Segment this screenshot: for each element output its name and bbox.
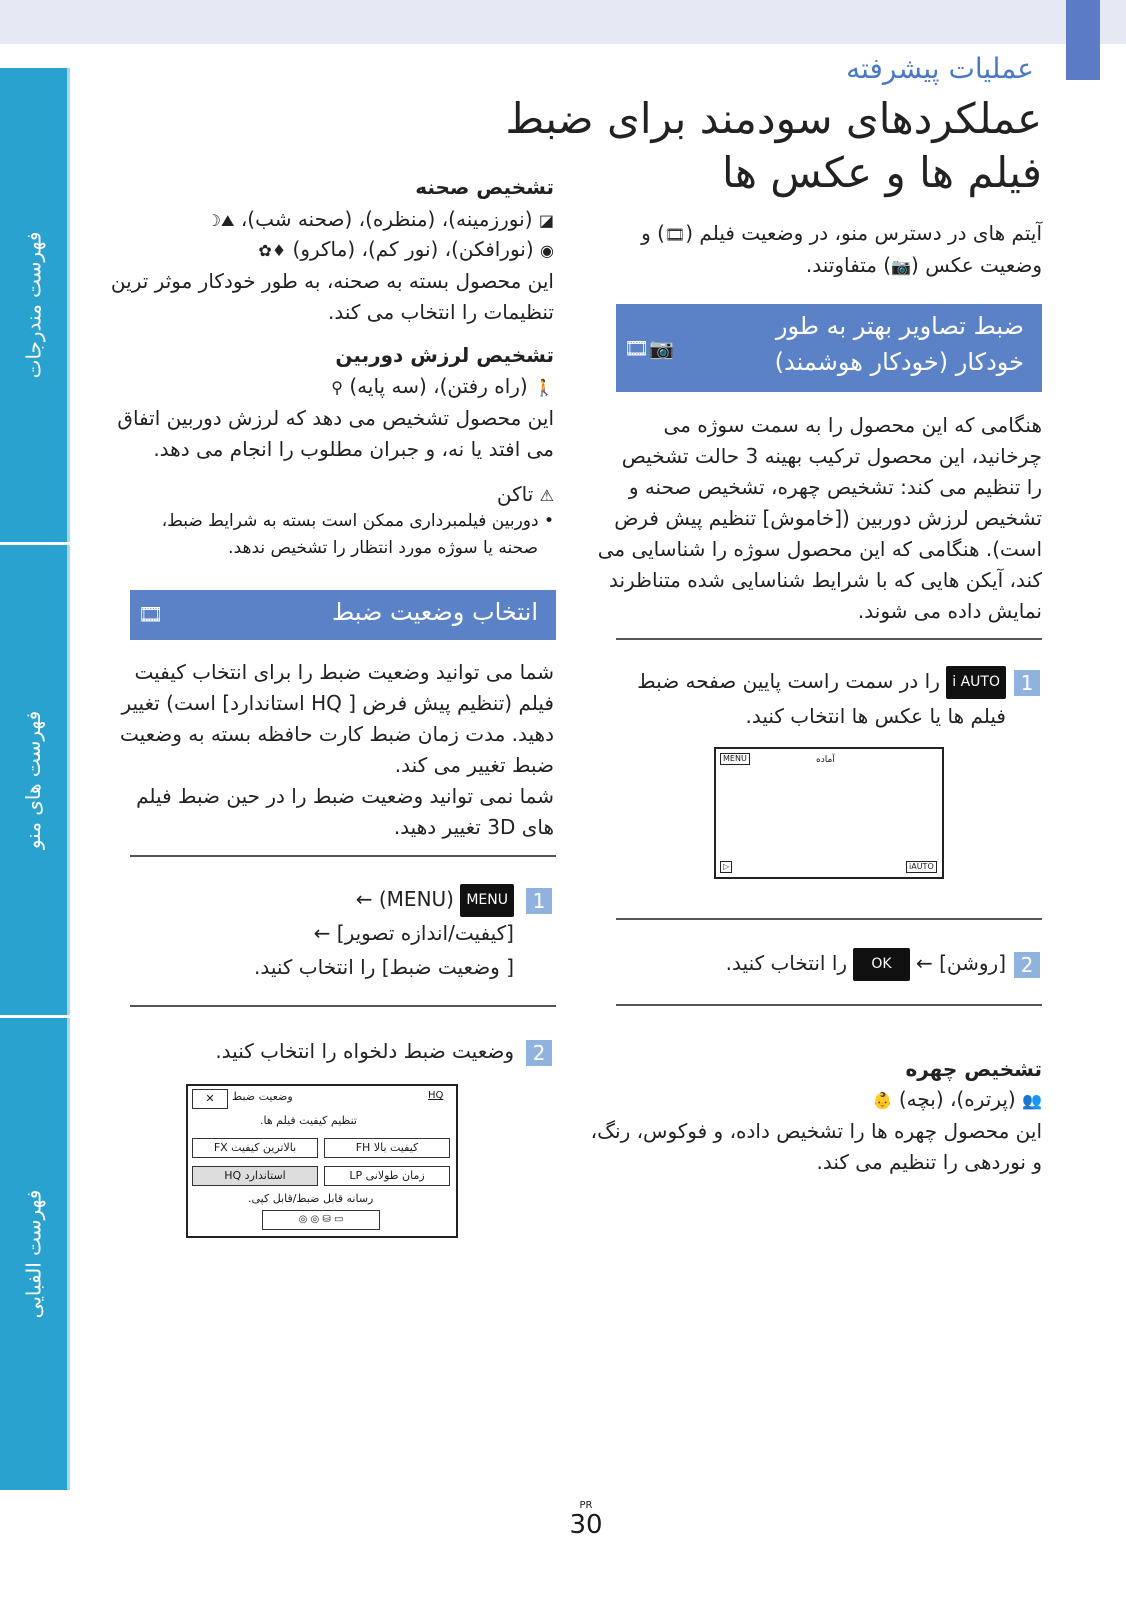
screen-title: وضعیت ضبط bbox=[232, 1090, 293, 1103]
shake-body-2: می افتد یا نه، و جبران مطلوب را انجام می دهد. bbox=[153, 437, 554, 461]
sidebar-tab-label: فهرست های منو bbox=[21, 710, 46, 850]
face-body-2: و نوردهی را تنظیم می کند. bbox=[816, 1150, 1042, 1174]
step-number-1: 1 bbox=[526, 888, 552, 914]
night-icon: ☽ bbox=[206, 211, 221, 230]
heading-line: خودکار (خودکار هوشمند) bbox=[774, 348, 1024, 376]
step-number-1: 1 bbox=[1014, 670, 1040, 696]
iauto-icon: i AUTO bbox=[946, 666, 1006, 699]
shake-body-1: این محصول تشخیص می دهد که لرزش دوربین اتفاق bbox=[117, 406, 554, 430]
rec-body-5: شما نمی توانید وضعیت ضبط را در حین ضبط فیلم bbox=[136, 784, 554, 808]
sidebar-tab-label: فهرست مندرجات bbox=[21, 231, 46, 379]
heading-line: انتخاب وضعیت ضبط bbox=[331, 598, 538, 626]
scene-line2: ◉ (نورافکن)، (نور کم)، (ماکرو) ♦✿ bbox=[258, 234, 554, 266]
playback-icon[interactable]: ▷ bbox=[720, 861, 732, 873]
rec-body-1: شما می توانید وضعیت ضبط را برای انتخاب کیفیت bbox=[134, 660, 554, 684]
option-fx[interactable]: بالاترین کیفیت FX bbox=[192, 1138, 318, 1158]
rec-step2-line: وضعیت ضبط دلخواه را انتخاب کنید. bbox=[215, 1039, 514, 1063]
divider bbox=[616, 638, 1042, 640]
shake-line1: 🚶 (راه رفتن)، (سه پایه) ⚲ bbox=[331, 371, 554, 403]
auto-section-heading bbox=[616, 304, 1042, 392]
camera-screen bbox=[714, 747, 944, 879]
rec-body-6: های 3D تغییر دهید. bbox=[393, 815, 554, 839]
sidebar-tab-label: فهرست الفبایی bbox=[21, 1189, 46, 1319]
auto-body-4: تشخیص لرزش دوربین ([خاموش] تنظیم پیش فرض bbox=[614, 506, 1042, 530]
ready-label: آماده bbox=[816, 755, 835, 765]
step-number-2: 2 bbox=[526, 1040, 552, 1066]
note-icon: ⚠ bbox=[539, 486, 554, 505]
film-icon: 🎞 bbox=[138, 602, 164, 626]
film-camera-icon: 🎞📷 bbox=[624, 336, 675, 360]
sound-heading-line: ⚠ تاکن bbox=[497, 479, 554, 511]
backlight-icon: ◪ bbox=[538, 211, 554, 230]
menu-button-icon: MENU bbox=[460, 884, 514, 917]
close-button[interactable]: ✕ bbox=[192, 1089, 228, 1109]
low-light-icon: ♦ bbox=[271, 241, 287, 260]
rec-step1-line1: MENU (MENU) ← bbox=[356, 884, 514, 917]
rec-body-3: دهید. مدت زمان ضبط کارت حافظه بسته به وضعیت bbox=[119, 722, 554, 746]
scene-heading: تشخیص صحنه bbox=[415, 175, 554, 199]
sound-bullet-1: • دوربین فیلمبرداری ممکن است بسته به شرایط ضبط، bbox=[161, 511, 554, 531]
page-number-value: 30 bbox=[569, 1510, 603, 1540]
iauto-small-icon[interactable]: iAUTO bbox=[906, 861, 937, 873]
auto-body-6: کند، آیکن هایی که با شرایط شناسایی شده متناظرند bbox=[608, 568, 1042, 592]
divider bbox=[130, 1005, 556, 1007]
rec-step1-line2: [کیفیت/اندازه تصویر] ← bbox=[313, 921, 514, 945]
auto-body-7: نمایش داده می شوند. bbox=[857, 599, 1042, 623]
face-icons-line: 👥 (پرتره)، (بچه) 👶 bbox=[873, 1084, 1042, 1116]
landscape-icon: ⛰ bbox=[221, 211, 235, 230]
shake-heading: تشخیص لرزش دوربین bbox=[335, 343, 554, 367]
face-body-1: این محصول چهره ها را تشخیص داده، و فوکوس، رنگ، bbox=[590, 1119, 1042, 1143]
auto-body-3: را تنظیم می کند: تشخیص چهره، تشخیص صحنه و bbox=[628, 475, 1042, 499]
step2-line: [روشن] ← OK را انتخاب کنید. bbox=[726, 948, 1006, 981]
divider bbox=[616, 1004, 1042, 1006]
intro-line1: آیتم های در دسترس منو، در وضعیت فیلم (🎞) و bbox=[641, 218, 1042, 250]
portrait-icon: 👥 bbox=[1022, 1091, 1042, 1110]
step-number-2: 2 bbox=[1014, 952, 1040, 978]
option-fh[interactable]: کیفیت بالا FH bbox=[324, 1138, 450, 1158]
divider bbox=[616, 918, 1042, 920]
walking-icon: 🚶 bbox=[534, 378, 554, 397]
screen-subtitle: تنظیم کیفیت فیلم ها. bbox=[260, 1114, 357, 1127]
heading-line: ضبط تصاویر بهتر به طور bbox=[775, 312, 1024, 340]
menu-button[interactable]: MENU bbox=[720, 753, 750, 765]
scene-line1: ◪ (نورزمینه)، (منظره)، (صحنه شب)، ⛰☽ bbox=[207, 204, 554, 236]
auto-body-5: است). هنگامی که این محصول سوژه را شناسایی می bbox=[597, 537, 1042, 561]
spotlight-icon: ◉ bbox=[540, 241, 554, 260]
baby-icon: 👶 bbox=[872, 1091, 893, 1110]
media-icons: ▭ ⛁ ◎ ◎ bbox=[262, 1210, 380, 1230]
rec-body-2: فیلم (تنظیم پیش فرض [ HQ استاندارد] است) تغییر bbox=[121, 691, 554, 715]
auto-body-1: هنگامی که این محصول را به سمت سوژه می bbox=[663, 413, 1042, 437]
step1-line1: i AUTO را در سمت راست پایین صفحه ضبط bbox=[637, 666, 1006, 699]
ok-button[interactable]: OK bbox=[853, 948, 909, 981]
sidebar-tab-menus[interactable] bbox=[0, 545, 70, 1015]
page-title-line2: فیلم ها و عکس ها bbox=[722, 148, 1042, 197]
rec-mode-screen bbox=[186, 1084, 458, 1238]
scene-body-2: تنظیمات را انتخاب می کند. bbox=[328, 300, 554, 324]
sidebar-tab-index[interactable] bbox=[0, 1018, 70, 1490]
option-lp[interactable]: زمان طولانی LP bbox=[324, 1166, 450, 1186]
auto-body-2: چرخانید، این محصول ترکیب بهینه 3 حالت تشخیص bbox=[621, 444, 1042, 468]
step1-line2: فیلم ها یا عکس ها انتخاب کنید. bbox=[745, 704, 1006, 728]
page-lang: PR bbox=[579, 1500, 593, 1511]
section-label: عملیات پیشرفته bbox=[846, 52, 1034, 85]
sidebar-tab-contents[interactable] bbox=[0, 68, 70, 542]
rec-body-4: ضبط تغییر می کند. bbox=[394, 753, 554, 777]
divider bbox=[130, 855, 556, 857]
media-label: رسانه قابل ضبط/قابل کپی. bbox=[248, 1192, 374, 1205]
face-heading: تشخیص چهره bbox=[905, 1057, 1042, 1081]
sound-bullet-2: صحنه یا سوژه مورد انتظار را تشخیص ندهد. bbox=[228, 538, 538, 558]
tripod-icon: ⚲ bbox=[331, 378, 344, 397]
option-hq[interactable]: استاندارد HQ bbox=[192, 1166, 318, 1186]
rec-step1-line3: [ وضعیت ضبط] را انتخاب کنید. bbox=[253, 955, 514, 979]
page-number bbox=[563, 1500, 609, 1539]
film-icon: 🎞 bbox=[664, 225, 686, 244]
top-bar bbox=[0, 0, 1126, 44]
scene-body-1: این محصول بسته به صحنه، به طور خودکار موثر ترین bbox=[110, 269, 554, 293]
hq-badge: HQ bbox=[428, 1090, 444, 1101]
page-title-line1: عملکردهای سودمند برای ضبط bbox=[505, 94, 1042, 143]
camera-icon: 📷 bbox=[891, 257, 912, 276]
rec-mode-heading bbox=[130, 590, 556, 640]
macro-icon: ✿ bbox=[258, 241, 272, 260]
corner-block bbox=[1066, 0, 1100, 80]
intro-line2: وضعیت عکس (📷) متفاوتند. bbox=[806, 250, 1042, 282]
